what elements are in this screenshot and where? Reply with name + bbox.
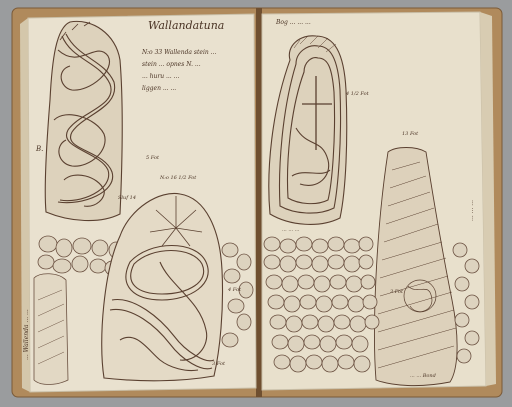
left-page-note-title: N:o 33 Wallenda stein ... [142,49,217,56]
left-page-margin-letter: B. [36,145,44,153]
left-page-label-stone: N:o 16 1/2 Fot [160,175,197,181]
runestone-left-tall [45,21,122,220]
left-page-note-line: liggen ... ... [142,85,177,92]
left-page-note-line: stein ... opnes N. ... [142,61,201,68]
right-page-label-fot: 4 1/2 Fot [346,91,369,97]
right-page-label-fot: 13 Fot [402,131,419,137]
left-page-label-lower: Sluf 14 [118,195,137,201]
right-page-label-fot: 3 Fot [390,289,403,295]
right-page-header: Bog ... ... ... [276,19,311,26]
right-page-label-lower: ... ... ... [282,227,300,233]
right-page-vertical-note: ... ... ... [470,200,477,221]
left-page-label-fot: 4 Fot [228,287,241,293]
left-page-header: Wallandatuna [148,19,225,32]
right-page-label-bottom: ... ... Bond [410,373,436,379]
left-page-label-fot: 3 Fot [212,361,225,367]
stone-slab-left-bottom [34,274,68,385]
left-page-note-line: ... huru ... ... [142,73,180,80]
left-page-label-fot: 5 Fot [146,155,159,161]
left-page-vertical-note: ... Wallenda ... ... [23,309,30,360]
